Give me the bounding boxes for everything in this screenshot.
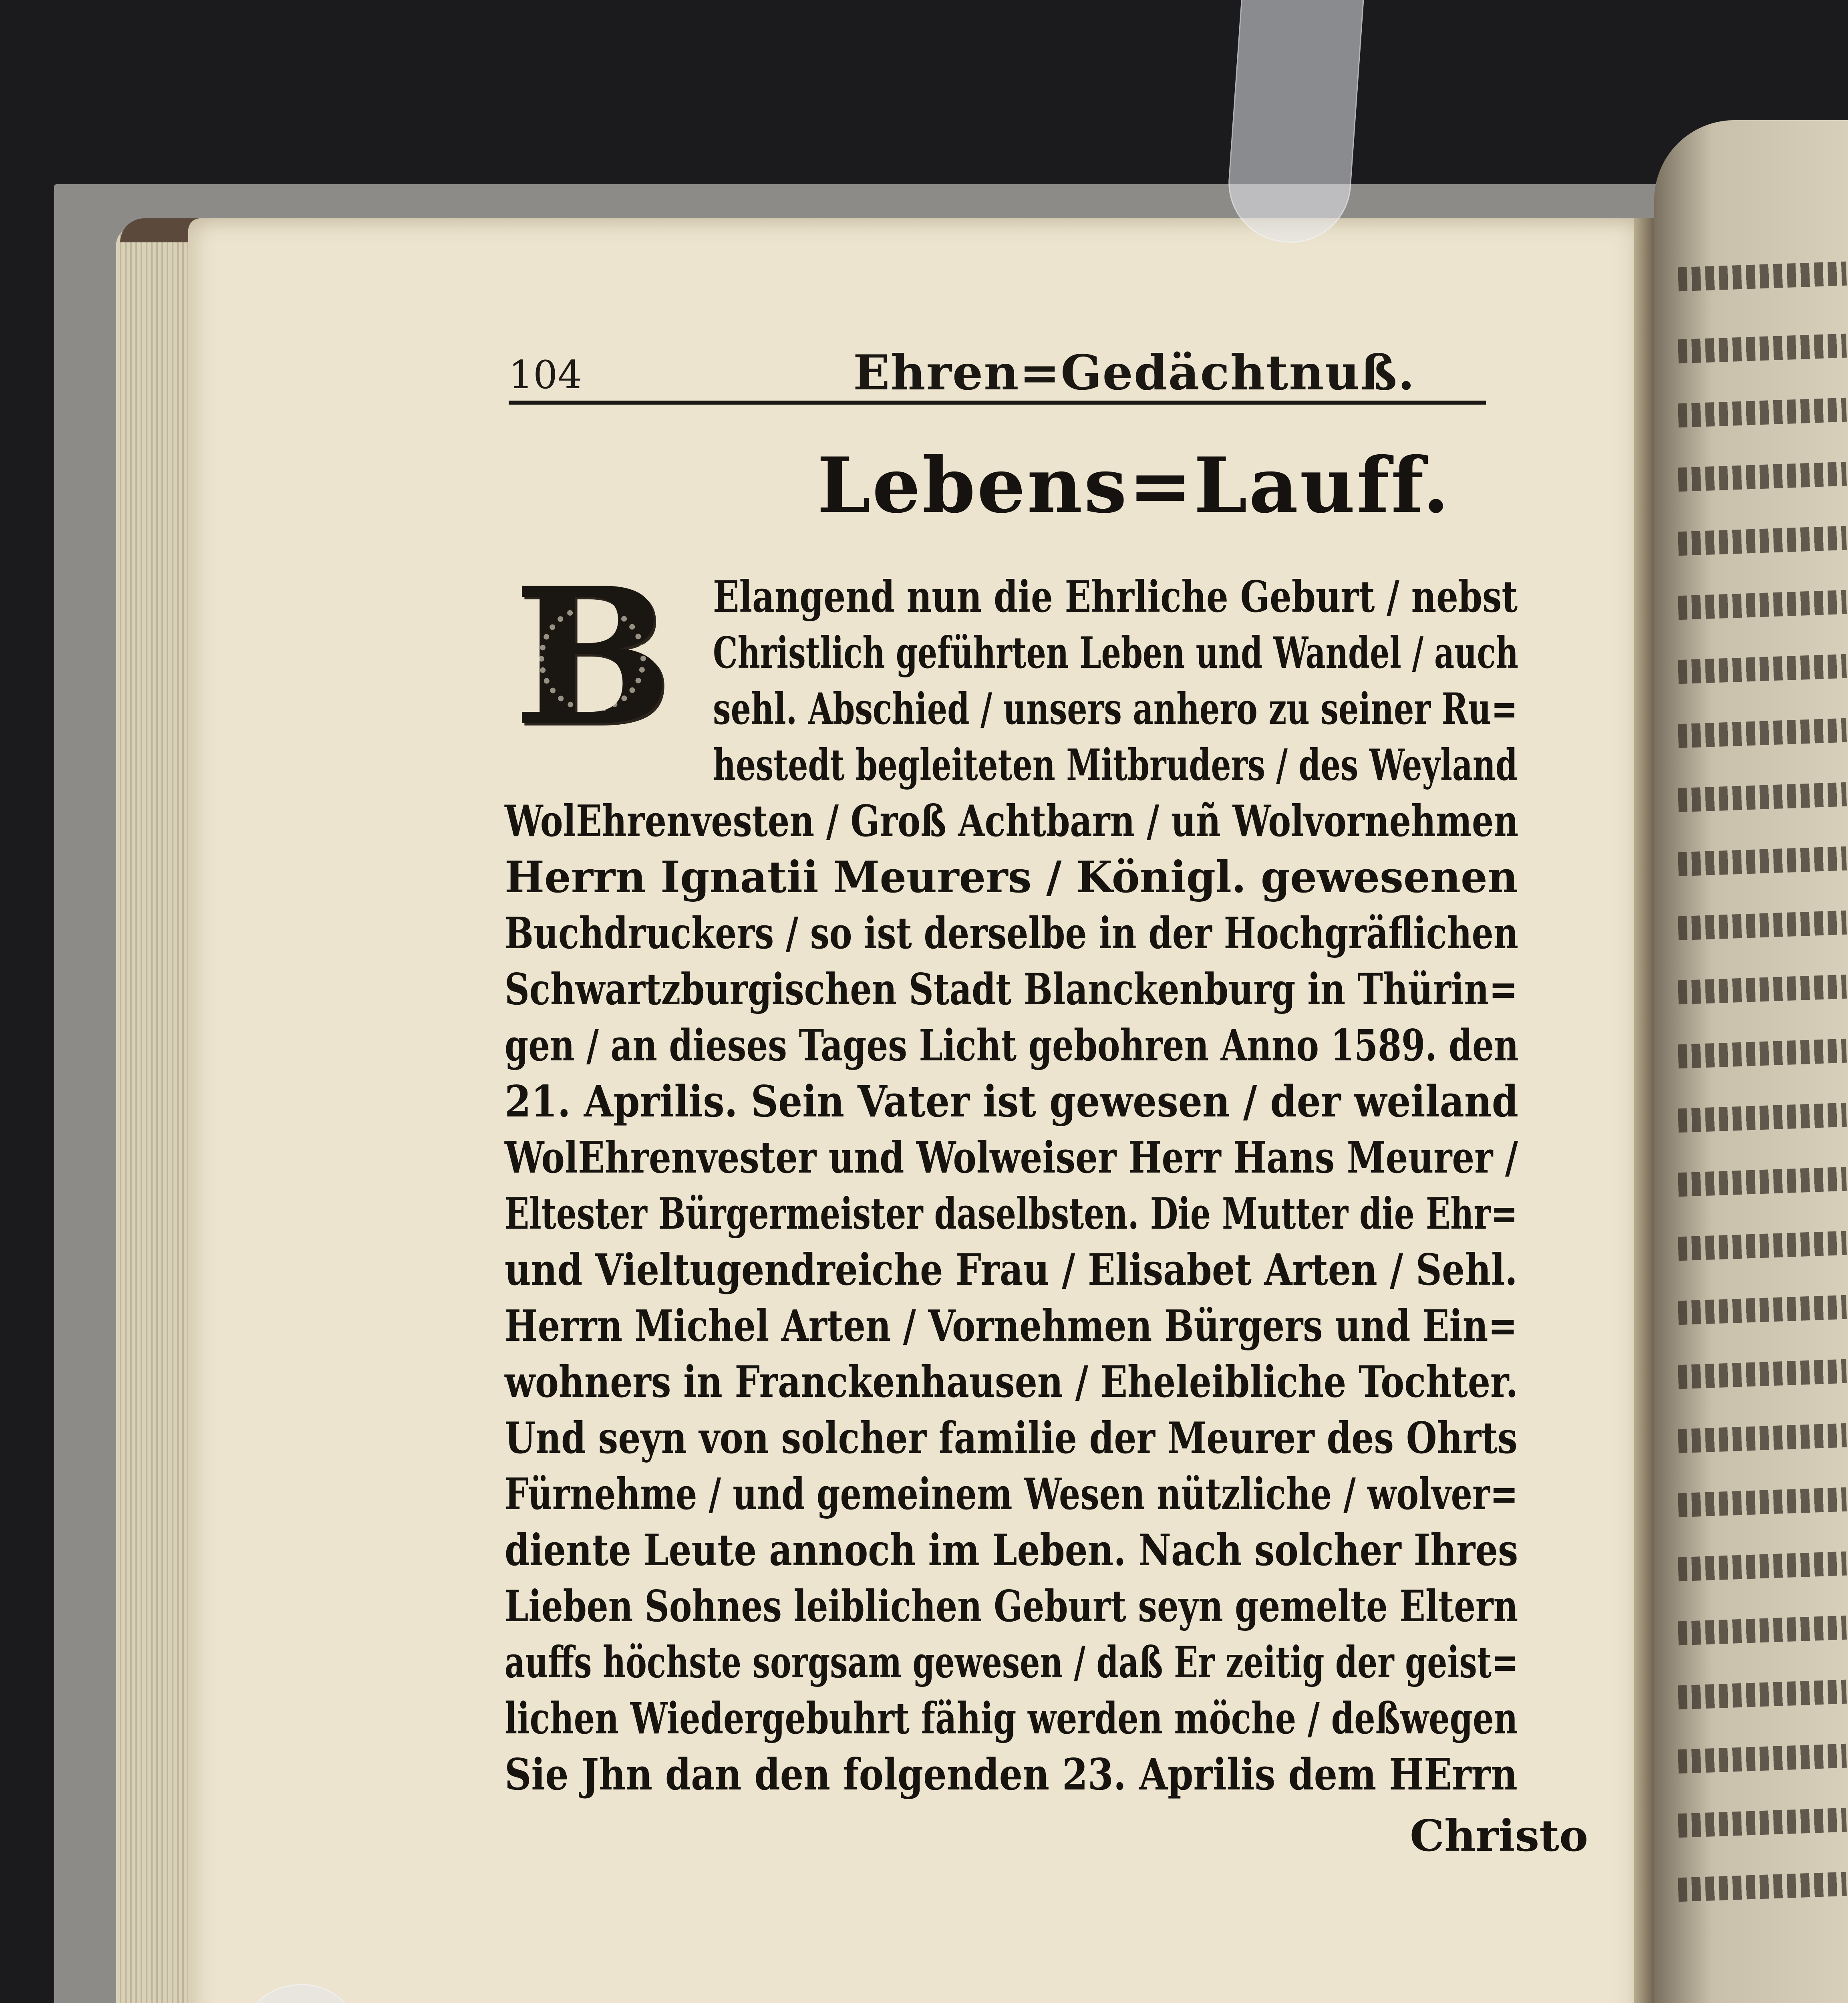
text-line: Herrn Ignatii Meurers / Königl. gewesenen: [505, 852, 1518, 903]
text-line: lichen Wiedergebuhrt fähig werden möche / deßwegen: [505, 1693, 1518, 1744]
facing-page-text-line: [1678, 526, 1847, 556]
section-title: Lebens=Lauff.: [817, 441, 1451, 530]
text-line: Buchdruckers / so ist derselbe in der Hochgräflichen: [505, 908, 1518, 959]
text-line: hestedt begleiteten Mitbruders / des Weyland: [713, 740, 1518, 790]
text-line: auffs höchste sorgsam gewesen / daß Er zeitig der geist=: [505, 1637, 1518, 1688]
running-head: Ehren=Gedächtnuß.: [853, 345, 1415, 401]
facing-page-text-line: [1678, 398, 1847, 428]
facing-page-text-line: [1678, 1167, 1847, 1197]
text-line: Fürnehme / und gemeinem Wesen nützliche / wolver=: [505, 1469, 1518, 1519]
facing-page-text-line: [1678, 1487, 1847, 1517]
text-line: Christlich geführten Leben und Wandel / auch: [713, 628, 1518, 678]
facing-page-text-line: [1678, 1616, 1847, 1646]
facing-page-text-line: [1678, 1103, 1847, 1133]
facing-page-text-line: [1678, 782, 1847, 812]
text-line: wohners in Franckenhausen / Eheleibliche Tochter.: [505, 1357, 1518, 1407]
facing-page-text-line: [1678, 1552, 1847, 1582]
text-line: Schwartzburgischen Stadt Blanckenburg in Thürin=: [505, 964, 1518, 1015]
facing-page-text-line: [1678, 262, 1847, 292]
text-line: Herrn Michel Arten / Vornehmen Bürgers und Ein=: [505, 1301, 1518, 1351]
facing-page-text-line: [1678, 334, 1847, 364]
facing-page-text-line: [1678, 1872, 1847, 1902]
page-holder-strip: [1224, 0, 1365, 247]
facing-page-text-line: [1678, 1231, 1847, 1261]
text-line: Eltester Bürgermeister daselbsten. Die Mutter die Ehr=: [505, 1189, 1518, 1239]
text-line: sehl. Abschied / unsers anhero zu seiner Ru=: [713, 684, 1518, 734]
facing-page-text-line: [1678, 590, 1847, 620]
facing-page-text-line: [1678, 911, 1847, 941]
facing-page-text-line: [1678, 1808, 1847, 1838]
facing-page-text-line: [1678, 654, 1847, 684]
page-header: [509, 345, 1486, 405]
text-line: gen / an dieses Tages Licht gebohren Anno 1589. den: [505, 1020, 1519, 1071]
facing-page-text-line: [1678, 1680, 1847, 1710]
facing-page-text-line: [1678, 1359, 1847, 1389]
text-line: Und seyn von solcher familie der Meurer des Ohrts: [505, 1413, 1518, 1463]
facing-page-text-line: [1678, 462, 1847, 492]
decorated-initial: B: [503, 561, 683, 753]
text-line: Elangend nun die Ehrliche Geburt / nebst: [713, 572, 1518, 622]
catchword: Christo: [1410, 1811, 1588, 1861]
facing-page-text-line: [1678, 1039, 1847, 1069]
text-line: diente Leute annoch im Leben. Nach solcher Ihres: [505, 1525, 1518, 1576]
text-line: WolEhrenvester und Wolweiser Herr Hans Meurer /: [505, 1132, 1518, 1183]
facing-page-text-line: [1678, 846, 1847, 877]
facing-page-text-line: [1678, 1423, 1847, 1453]
page-number: 104: [509, 353, 582, 397]
text-line: und Vieltugendreiche Frau / Elisabet Arten / Sehl.: [505, 1245, 1518, 1295]
facing-page-text-line: [1678, 1744, 1847, 1774]
facing-page-text-line: [1678, 718, 1847, 748]
text-line: Sie Jhn dan den folgenden 23. Aprilis dem HErrn: [505, 1749, 1518, 1800]
facing-page: [1654, 120, 1848, 2003]
facing-page-text-line: [1678, 975, 1847, 1005]
text-line: Lieben Sohnes leiblichen Geburt seyn gemelte Eltern: [505, 1581, 1518, 1632]
text-line: WolEhrenvesten / Groß Achtbarn / uñ Wolvornehmen: [505, 796, 1519, 846]
text-line: 21. Aprilis. Sein Vater ist gewesen / der weiland: [505, 1076, 1519, 1127]
facing-page-text-line: [1678, 1295, 1847, 1325]
